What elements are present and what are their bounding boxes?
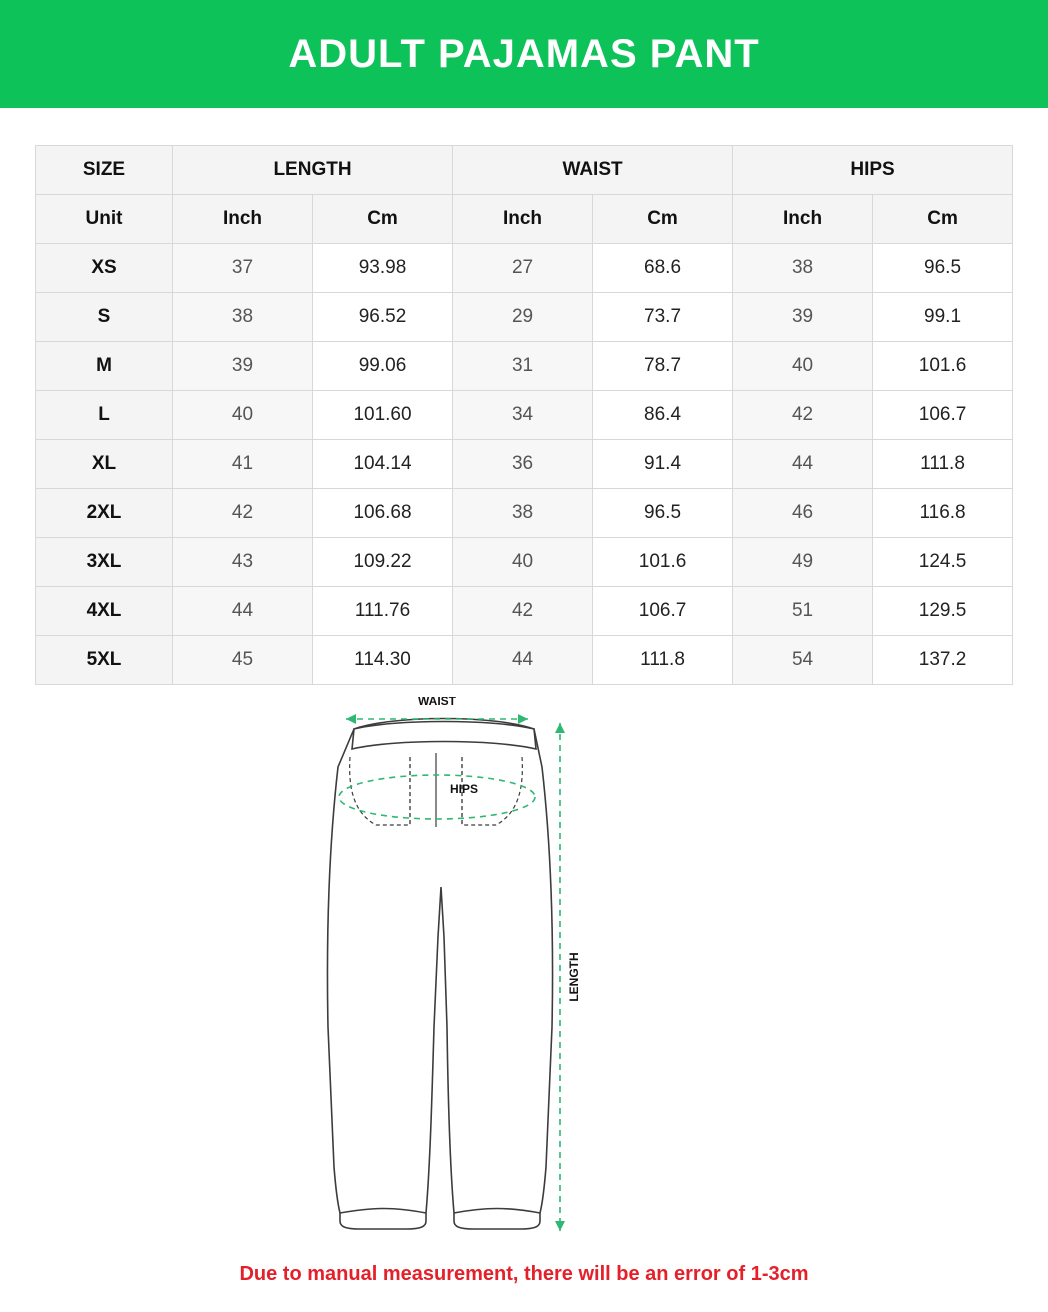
table-row: [36, 587, 1013, 636]
cell-hips-cm: 137.2: [873, 636, 1013, 685]
unit-hips-cm: Cm: [873, 195, 1013, 244]
pant-illustration-svg: [314, 697, 734, 1257]
table-row: [36, 636, 1013, 685]
cell-size: XS: [36, 244, 173, 293]
cell-length-inch: 45: [173, 636, 313, 685]
cell-hips-cm: 111.8: [873, 440, 1013, 489]
cell-hips-cm: 124.5: [873, 538, 1013, 587]
cell-length-cm: 111.76: [313, 587, 453, 636]
cell-length-inch: 44: [173, 587, 313, 636]
cell-length-cm: 96.52: [313, 293, 453, 342]
cell-hips-inch: 42: [733, 391, 873, 440]
cell-waist-cm: 78.7: [593, 342, 733, 391]
cell-waist-inch: 31: [453, 342, 593, 391]
cell-waist-inch: 42: [453, 587, 593, 636]
cell-length-cm: 109.22: [313, 538, 453, 587]
cell-hips-cm: 99.1: [873, 293, 1013, 342]
unit-length-inch: Inch: [173, 195, 313, 244]
table-row: [36, 244, 1013, 293]
cell-waist-inch: 27: [453, 244, 593, 293]
size-table-container: [0, 108, 1048, 685]
col-header-waist: WAIST: [453, 146, 733, 195]
hips-label: HIPS: [449, 782, 479, 796]
table-row: [36, 293, 1013, 342]
cell-hips-inch: 46: [733, 489, 873, 538]
col-header-size: SIZE: [36, 146, 173, 195]
measurement-diagram: [0, 697, 1048, 1257]
page-header: [0, 0, 1048, 108]
cell-waist-inch: 36: [453, 440, 593, 489]
cell-length-inch: 43: [173, 538, 313, 587]
cell-waist-cm: 106.7: [593, 587, 733, 636]
cell-size: 2XL: [36, 489, 173, 538]
cell-hips-inch: 49: [733, 538, 873, 587]
cell-hips-cm: 129.5: [873, 587, 1013, 636]
table-row: [36, 342, 1013, 391]
cell-size: M: [36, 342, 173, 391]
cell-length-inch: 41: [173, 440, 313, 489]
measurement-disclaimer: Due to manual measurement, there will be an error of 1-3cm: [239, 1263, 809, 1285]
cell-size: S: [36, 293, 173, 342]
page-title: ADULT PAJAMAS PANT: [288, 31, 760, 76]
cell-size: 3XL: [36, 538, 173, 587]
unit-length-cm: Cm: [313, 195, 453, 244]
cell-hips-cm: 101.6: [873, 342, 1013, 391]
cell-waist-cm: 86.4: [593, 391, 733, 440]
col-header-length: LENGTH: [173, 146, 453, 195]
cell-waist-cm: 96.5: [593, 489, 733, 538]
size-table-body: [36, 244, 1013, 685]
cell-size: XL: [36, 440, 173, 489]
col-header-hips: HIPS: [733, 146, 1013, 195]
cell-length-cm: 106.68: [313, 489, 453, 538]
cell-length-cm: 99.06: [313, 342, 453, 391]
cell-hips-inch: 39: [733, 293, 873, 342]
cell-waist-cm: 101.6: [593, 538, 733, 587]
cell-size: L: [36, 391, 173, 440]
table-row: [36, 391, 1013, 440]
table-row: [36, 489, 1013, 538]
cell-hips-inch: 40: [733, 342, 873, 391]
length-guide: [555, 723, 565, 1231]
cell-hips-inch: 54: [733, 636, 873, 685]
cell-length-cm: 93.98: [313, 244, 453, 293]
cell-hips-inch: 38: [733, 244, 873, 293]
length-label: LENGTH: [567, 952, 581, 1002]
cell-length-cm: 114.30: [313, 636, 453, 685]
size-table: [35, 145, 1013, 685]
cell-waist-inch: 34: [453, 391, 593, 440]
cell-waist-inch: 38: [453, 489, 593, 538]
table-group-header-row: [36, 146, 1013, 195]
cell-hips-inch: 51: [733, 587, 873, 636]
unit-waist-inch: Inch: [453, 195, 593, 244]
cell-waist-inch: 29: [453, 293, 593, 342]
cell-hips-cm: 116.8: [873, 489, 1013, 538]
cell-size: 5XL: [36, 636, 173, 685]
cell-length-inch: 38: [173, 293, 313, 342]
cell-waist-inch: 40: [453, 538, 593, 587]
cell-waist-cm: 73.7: [593, 293, 733, 342]
cell-size: 4XL: [36, 587, 173, 636]
cell-waist-cm: 111.8: [593, 636, 733, 685]
unit-label: Unit: [36, 195, 173, 244]
table-row: [36, 440, 1013, 489]
table-row: [36, 538, 1013, 587]
cell-length-cm: 104.14: [313, 440, 453, 489]
unit-waist-cm: Cm: [593, 195, 733, 244]
cell-hips-cm: 106.7: [873, 391, 1013, 440]
cell-waist-cm: 68.6: [593, 244, 733, 293]
cell-length-inch: 39: [173, 342, 313, 391]
cell-length-cm: 101.60: [313, 391, 453, 440]
cell-length-inch: 37: [173, 244, 313, 293]
cell-length-inch: 42: [173, 489, 313, 538]
cell-hips-cm: 96.5: [873, 244, 1013, 293]
cell-waist-cm: 91.4: [593, 440, 733, 489]
unit-hips-inch: Inch: [733, 195, 873, 244]
table-unit-row: [36, 195, 1013, 244]
cell-length-inch: 40: [173, 391, 313, 440]
cell-waist-inch: 44: [453, 636, 593, 685]
cell-hips-inch: 44: [733, 440, 873, 489]
waist-label: WAIST: [418, 697, 456, 708]
